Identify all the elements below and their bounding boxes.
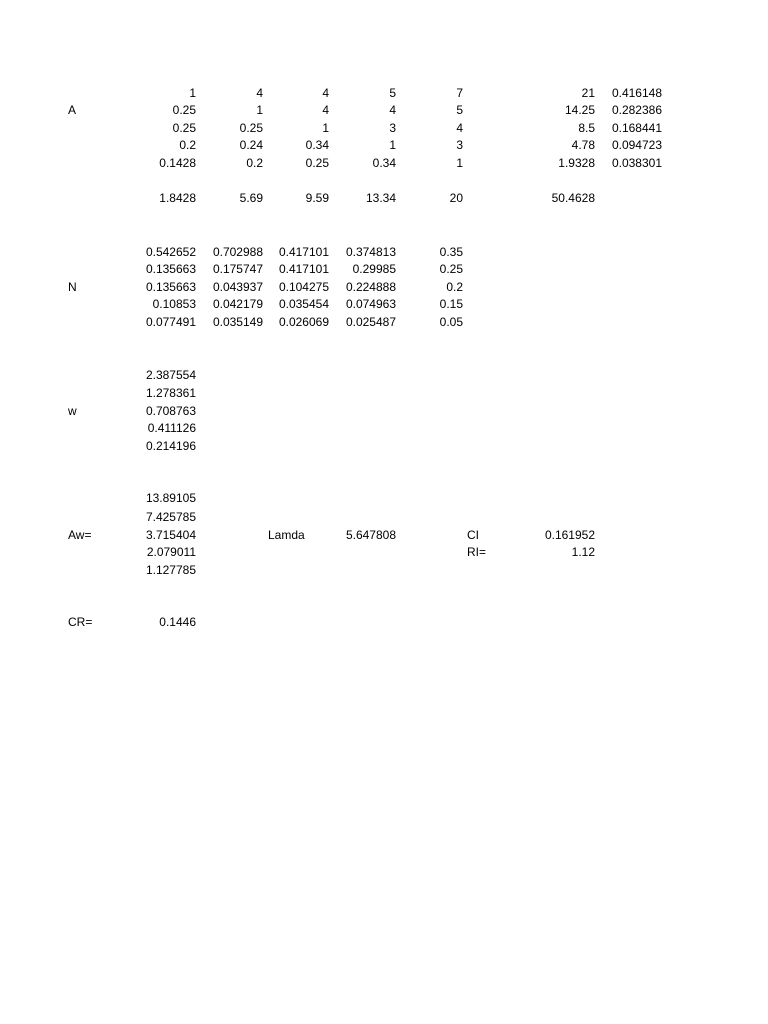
matrix-a-row-weight: 0.416148 — [611, 86, 662, 100]
matrix-n-cell: 0.417101 — [278, 245, 329, 259]
matrix-a-grand-total: 50.4628 — [551, 191, 595, 205]
matrix-n-cell: 0.10853 — [152, 297, 196, 311]
vector-aw-value: 2.079011 — [146, 545, 196, 559]
matrix-a-cell: 0.34 — [372, 156, 396, 170]
matrix-a-column-total: 9.59 — [305, 191, 329, 205]
vector-aw-value: 3.715404 — [145, 528, 196, 542]
matrix-a-cell: 4 — [389, 103, 396, 117]
matrix-n-label: N — [68, 280, 77, 294]
matrix-a-row-sum: 1.9328 — [558, 156, 595, 170]
lamda-value: 5.647808 — [345, 528, 396, 542]
matrix-a-cell: 1 — [189, 86, 196, 100]
matrix-n-cell: 0.104275 — [278, 280, 329, 294]
matrix-n-cell: 0.05 — [439, 315, 463, 329]
matrix-n-cell: 0.042179 — [212, 297, 263, 311]
matrix-n-cell: 0.035454 — [278, 297, 329, 311]
matrix-a-cell: 0.25 — [239, 121, 263, 135]
matrix-a-row-sum: 4.78 — [571, 138, 595, 152]
matrix-a-cell: 0.2 — [246, 156, 263, 170]
vector-w-label: w — [68, 404, 77, 418]
matrix-a-column-total: 20 — [449, 191, 463, 205]
matrix-a-label: A — [68, 103, 77, 117]
cr-value: 0.1446 — [159, 615, 196, 629]
cr-label: CR= — [68, 615, 93, 629]
matrix-n-cell: 0.025487 — [345, 315, 396, 329]
matrix-n-cell: 0.29985 — [352, 262, 396, 276]
matrix-n-cell: 0.224888 — [345, 280, 396, 294]
matrix-a-row-weight: 0.282386 — [611, 103, 662, 117]
matrix-a-column-total: 13.34 — [365, 191, 396, 205]
matrix-a-cell: 3 — [456, 138, 463, 152]
matrix-n-cell: 0.035149 — [212, 315, 263, 329]
matrix-a-cell: 0.34 — [305, 138, 329, 152]
matrix-n-cell: 0.2 — [446, 280, 463, 294]
matrix-a-cell: 5 — [456, 103, 463, 117]
matrix-a-cell: 7 — [456, 86, 463, 100]
matrix-n-cell: 0.542652 — [145, 245, 196, 259]
matrix-a-column-total: 5.69 — [239, 191, 263, 205]
lamda-label: Lamda — [268, 528, 305, 542]
matrix-a-cell: 1 — [389, 138, 396, 152]
matrix-a-cell: 4 — [322, 103, 329, 117]
ci-value: 0.161952 — [544, 528, 595, 542]
matrix-n-cell: 0.135663 — [145, 280, 196, 294]
matrix-a-row-sum: 14.25 — [564, 103, 595, 117]
matrix-a-cell: 1 — [456, 156, 463, 170]
matrix-n-cell: 0.074963 — [345, 297, 396, 311]
matrix-n-cell: 0.25 — [439, 262, 463, 276]
matrix-a-cell: 0.24 — [239, 138, 263, 152]
matrix-n-cell: 0.043937 — [212, 280, 263, 294]
vector-w-value: 0.214196 — [145, 439, 196, 453]
vector-w-value: 0.411126 — [147, 421, 196, 435]
matrix-a-cell: 3 — [389, 121, 396, 135]
vector-aw-value: 1.127785 — [145, 563, 196, 577]
ci-label: CI — [467, 528, 479, 542]
matrix-n-cell: 0.175747 — [212, 262, 263, 276]
ri-value: 1.12 — [571, 545, 595, 559]
vector-w-value: 2.387554 — [145, 368, 196, 382]
vector-aw-value: 7.425785 — [145, 510, 196, 524]
matrix-n-cell: 0.35 — [439, 245, 463, 259]
matrix-a-cell: 4 — [256, 86, 263, 100]
matrix-n-cell: 0.026069 — [278, 315, 329, 329]
vector-aw-label: Aw= — [68, 528, 92, 542]
matrix-a-row-sum: 8.5 — [578, 121, 595, 135]
matrix-a-cell: 0.25 — [172, 103, 196, 117]
matrix-n-cell: 0.374813 — [345, 245, 396, 259]
matrix-a-cell: 4 — [322, 86, 329, 100]
matrix-n-cell: 0.135663 — [145, 262, 196, 276]
matrix-a-cell: 0.1428 — [159, 156, 196, 170]
matrix-a-row-weight: 0.168441 — [611, 121, 662, 135]
matrix-a-row-weight: 0.094723 — [611, 138, 662, 152]
matrix-n-cell: 0.417101 — [278, 262, 329, 276]
matrix-a-row-weight: 0.038301 — [611, 156, 662, 170]
matrix-n-cell: 0.077491 — [145, 315, 196, 329]
matrix-a-cell: 4 — [456, 121, 463, 135]
matrix-a-cell: 0.25 — [172, 121, 196, 135]
vector-w-value: 0.708763 — [145, 404, 196, 418]
matrix-a-cell: 5 — [389, 86, 396, 100]
matrix-a-cell: 0.25 — [305, 156, 329, 170]
matrix-a-cell: 1 — [322, 121, 329, 135]
vector-w-value: 1.278361 — [145, 386, 196, 400]
ri-label: RI= — [467, 545, 487, 559]
vector-aw-value: 13.89105 — [145, 491, 196, 505]
matrix-a-row-sum: 21 — [581, 86, 595, 100]
matrix-a-cell: 1 — [256, 103, 263, 117]
matrix-n-cell: 0.15 — [439, 297, 463, 311]
matrix-a-column-total: 1.8428 — [159, 191, 196, 205]
matrix-a-cell: 0.2 — [179, 138, 196, 152]
matrix-n-cell: 0.702988 — [212, 245, 263, 259]
